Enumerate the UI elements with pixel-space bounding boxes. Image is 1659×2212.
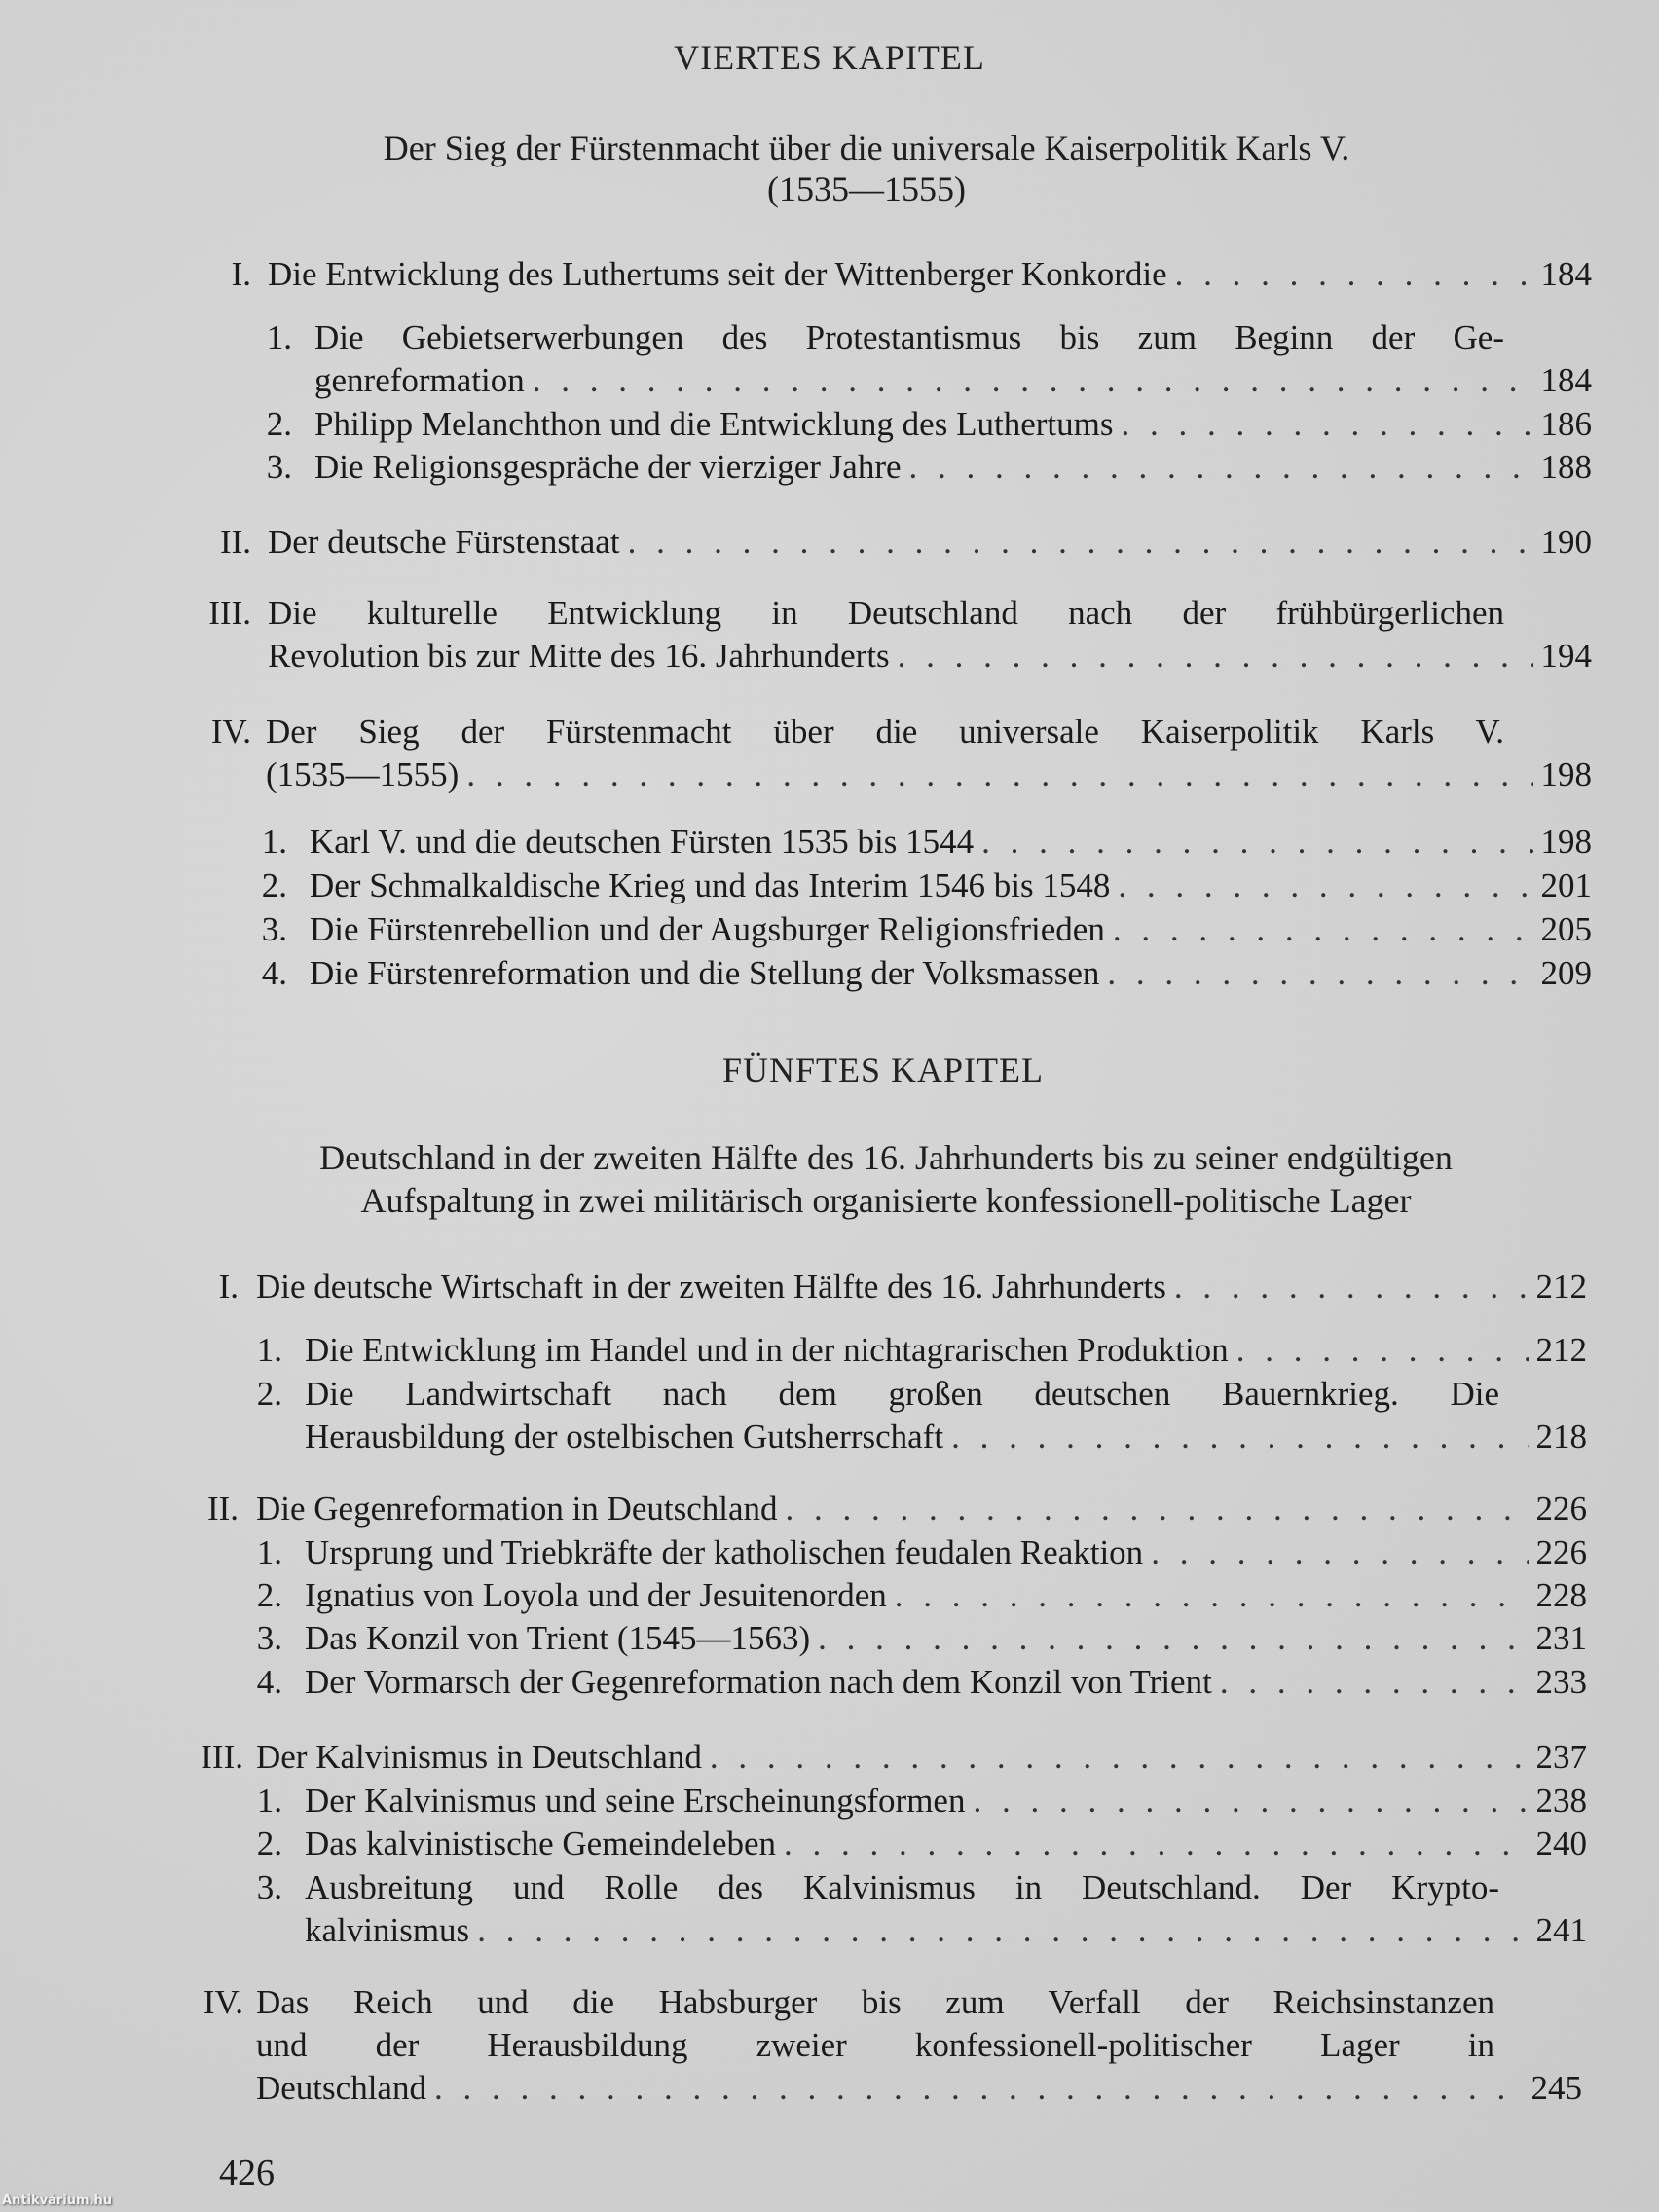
subsection-number: 3. (261, 910, 287, 948)
subsection-title: Die Fürstenrebellion und der Augsburger Religionsfrieden (310, 910, 1105, 948)
subsection-title-line-1: Die Gebietserwerbungen des Protestantismus bis zum Beginn der Ge- (314, 318, 1504, 356)
subsection-number: 3. (266, 448, 292, 486)
section-title: Die Gegenreformation in Deutschland (256, 1490, 778, 1528)
toc-entry-ch5-III-1[interactable] (190, 1780, 1587, 1823)
page-number: 188 (1540, 448, 1592, 486)
page-number: 205 (1540, 910, 1592, 948)
subsection-title: Ursprung und Triebkräfte der katholischen feudalen Reaktion (305, 1533, 1144, 1571)
leader-dots (1113, 908, 1533, 951)
subsection-title-line-2: kalvinismus (305, 1911, 470, 1949)
page-number: 233 (1535, 1663, 1587, 1701)
toc-entry-ch4-IV[interactable] (180, 711, 1592, 796)
toc-entry-ch5-III[interactable] (175, 1736, 1587, 1779)
section-number: IV. (203, 1983, 243, 2021)
toc-entry-ch5-I[interactable] (190, 1266, 1587, 1309)
section-title-line-2: und der Herausbildung zweier konfessionell-politischer Lager in (256, 2026, 1494, 2064)
toc-entry-ch5-III-2[interactable] (190, 1823, 1587, 1865)
leader-dots (1121, 403, 1532, 446)
section-number: IV. (210, 713, 251, 751)
leader-dots (898, 635, 1533, 678)
page-number: 237 (1535, 1738, 1587, 1776)
page-number: 226 (1535, 1490, 1587, 1528)
page-number: 201 (1540, 866, 1592, 904)
leader-dots (784, 1823, 1528, 1865)
subsection-number: 2. (256, 1375, 282, 1413)
section-number: I. (218, 1268, 239, 1306)
toc-entry-ch4-I[interactable] (195, 253, 1592, 296)
leader-dots (973, 1780, 1528, 1823)
subsection-title: Die Religionsgespräche der vierziger Jahre (314, 448, 902, 486)
toc-entry-ch4-IV-3[interactable] (195, 908, 1592, 951)
subsection-number: 1. (261, 823, 287, 861)
toc-entry-ch5-III-3[interactable] (190, 1866, 1587, 1952)
subsection-title: Der Kalvinismus und seine Erscheinungsformen (305, 1782, 966, 1820)
watermark: Antikvárium.hu (2, 2194, 112, 2208)
section-title-line-1: Die kulturelle Entwicklung in Deutschland nach der frühbürgerlichen (268, 594, 1504, 632)
toc-entry-ch5-II-2[interactable] (190, 1574, 1587, 1617)
toc-entry-ch5-II-1[interactable] (190, 1531, 1587, 1574)
subsection-number: 3. (256, 1619, 282, 1657)
chapter-4-heading: VIERTES KAPITEL (674, 38, 985, 77)
leader-dots (1220, 1661, 1529, 1704)
subsection-number: 1. (256, 1331, 282, 1369)
subsection-title: Ignatius von Loyola und der Jesuitenorden (305, 1576, 887, 1614)
section-title: Die Entwicklung des Luthertums seit der Wittenberger Konkordie (268, 255, 1167, 293)
subsection-title: Philipp Melanchthon und die Entwicklung des Luthertums (314, 405, 1114, 443)
subsection-number: 4. (256, 1663, 282, 1701)
subsection-title: Die Fürstenreformation und die Stellung der Volksmassen (310, 954, 1100, 992)
toc-entry-ch4-II[interactable] (195, 521, 1592, 564)
leader-dots (434, 2067, 1524, 2110)
page-number: 226 (1535, 1533, 1587, 1571)
toc-entry-ch5-I-2[interactable] (190, 1373, 1587, 1458)
page-number: 212 (1535, 1331, 1587, 1369)
leader-dots (628, 521, 1533, 564)
subsection-title: Die Entwicklung im Handel und in der nichtagrarischen Produktion (305, 1331, 1229, 1369)
leader-dots (1175, 253, 1533, 296)
subsection-number: 2. (256, 1825, 282, 1862)
toc-entry-ch4-I-1[interactable] (195, 316, 1592, 402)
page-number: 241 (1535, 1911, 1587, 1949)
subsection-number: 1. (266, 318, 292, 356)
section-number: II. (219, 523, 251, 561)
subsection-number: 1. (256, 1782, 282, 1820)
toc-entry-ch5-II-4[interactable] (190, 1661, 1587, 1704)
subsection-title: Karl V. und die deutschen Fürsten 1535 bis 1544 (310, 823, 975, 861)
page-number: 240 (1535, 1825, 1587, 1862)
subsection-number: 4. (261, 954, 287, 992)
toc-entry-ch4-IV-4[interactable] (195, 952, 1592, 995)
page-number: 209 (1540, 954, 1592, 992)
toc-entry-ch4-I-3[interactable] (195, 446, 1592, 489)
section-title-line-2: Revolution bis zur Mitte des 16. Jahrhunderts (268, 637, 890, 675)
page-number: 212 (1535, 1268, 1587, 1306)
toc-entry-ch4-IV-2[interactable] (195, 865, 1592, 907)
subsection-title-line-2: Herausbildung der ostelbischen Gutsherrschaft (305, 1418, 944, 1456)
toc-entry-ch4-III[interactable] (180, 592, 1592, 678)
toc-entry-ch5-II-3[interactable] (190, 1617, 1587, 1660)
page-number: 238 (1535, 1782, 1587, 1820)
leader-dots (1236, 1329, 1529, 1372)
leader-dots (909, 446, 1533, 489)
subsection-title-line-2: genreformation (314, 361, 525, 399)
chapter-4-subtitle-line-2: (1535—1555) (767, 169, 966, 208)
section-title: Der deutsche Fürstenstaat (268, 523, 620, 561)
section-number: III. (208, 594, 251, 632)
leader-dots (1107, 952, 1532, 995)
subsection-title: Der Vormarsch der Gegenreformation nach dem Konzil von Trient (305, 1663, 1212, 1701)
section-title-line-1: Das Reich und die Habsburger bis zum Verfall der Reichsinstanzen (256, 1983, 1494, 2021)
leader-dots (951, 1416, 1528, 1458)
subsection-title-line-1: Die Landwirtschaft nach dem großen deutschen Bauernkrieg. Die (305, 1375, 1499, 1413)
leader-dots (1151, 1531, 1528, 1574)
page-number: 184 (1540, 361, 1592, 399)
section-title-line-1: Der Sieg der Fürstenmacht über die universale Kaiserpolitik Karls V. (266, 713, 1504, 751)
section-number: III. (201, 1738, 243, 1776)
page-number: 186 (1540, 405, 1592, 443)
section-number: I. (231, 255, 251, 293)
leader-dots (786, 1488, 1529, 1530)
subsection-number: 1. (256, 1533, 282, 1571)
section-title: Die deutsche Wirtschaft in der zweiten Hälfte des 16. Jahrhunderts (256, 1268, 1166, 1306)
subsection-title-line-1: Ausbreitung und Rolle des Kalvinismus in Deutschland. Der Krypto- (305, 1868, 1499, 1906)
page-number: 245 (1530, 2069, 1582, 2107)
leader-dots (981, 821, 1532, 864)
leader-dots (533, 359, 1533, 402)
leader-dots (710, 1736, 1529, 1779)
leader-dots (818, 1617, 1528, 1660)
chapter-5-subtitle-line-1: Deutschland in der zweiten Hälfte des 16. Jahrhunderts bis zu seiner endgültigen (319, 1138, 1453, 1177)
page-number: 184 (1540, 255, 1592, 293)
page-number: 198 (1540, 823, 1592, 861)
subsection-title: Das Konzil von Trient (1545—1563) (305, 1619, 811, 1657)
subsection-number: 2. (261, 866, 287, 904)
page-number: 218 (1535, 1418, 1587, 1456)
subsection-title: Der Schmalkaldische Krieg und das Interim 1546 bis 1548 (310, 866, 1111, 904)
section-title: Der Kalvinismus in Deutschland (256, 1738, 702, 1776)
page-number: 194 (1540, 637, 1592, 675)
leader-dots (895, 1574, 1529, 1617)
page-number: 198 (1540, 756, 1592, 793)
subsection-number: 3. (256, 1868, 282, 1906)
page-number: 190 (1540, 523, 1592, 561)
toc-entry-ch4-I-2[interactable] (195, 403, 1592, 446)
subsection-title: Das kalvinistische Gemeindeleben (305, 1825, 777, 1862)
leader-dots (477, 1909, 1528, 1952)
toc-entry-ch5-II[interactable] (180, 1488, 1587, 1530)
leader-dots (1118, 865, 1532, 907)
leader-dots (466, 754, 1532, 796)
chapter-5-heading: FÜNFTES KAPITEL (721, 1051, 1045, 1089)
subsection-number: 2. (256, 1576, 282, 1614)
page-number: 231 (1535, 1619, 1587, 1657)
chapter-5-subtitle-line-2: Aufspaltung in zwei militärisch organisierte konfessionell-politische Lager (360, 1181, 1412, 1220)
section-title-line-2: (1535—1555) (266, 756, 460, 793)
toc-entry-ch5-IV[interactable] (175, 1981, 1582, 2110)
page-number: 228 (1535, 1576, 1587, 1614)
section-number: II. (206, 1490, 239, 1528)
subsection-number: 2. (266, 405, 292, 443)
chapter-4-subtitle-line-1: Der Sieg der Fürstenmacht über die universale Kaiserpolitik Karls V. (383, 129, 1350, 167)
leader-dots (1174, 1266, 1529, 1309)
section-title-line-3: Deutschland (256, 2069, 426, 2107)
page-folio-number: 426 (219, 2153, 275, 2194)
toc-entry-ch4-IV-1[interactable] (195, 821, 1592, 864)
toc-entry-ch5-I-1[interactable] (190, 1329, 1587, 1372)
